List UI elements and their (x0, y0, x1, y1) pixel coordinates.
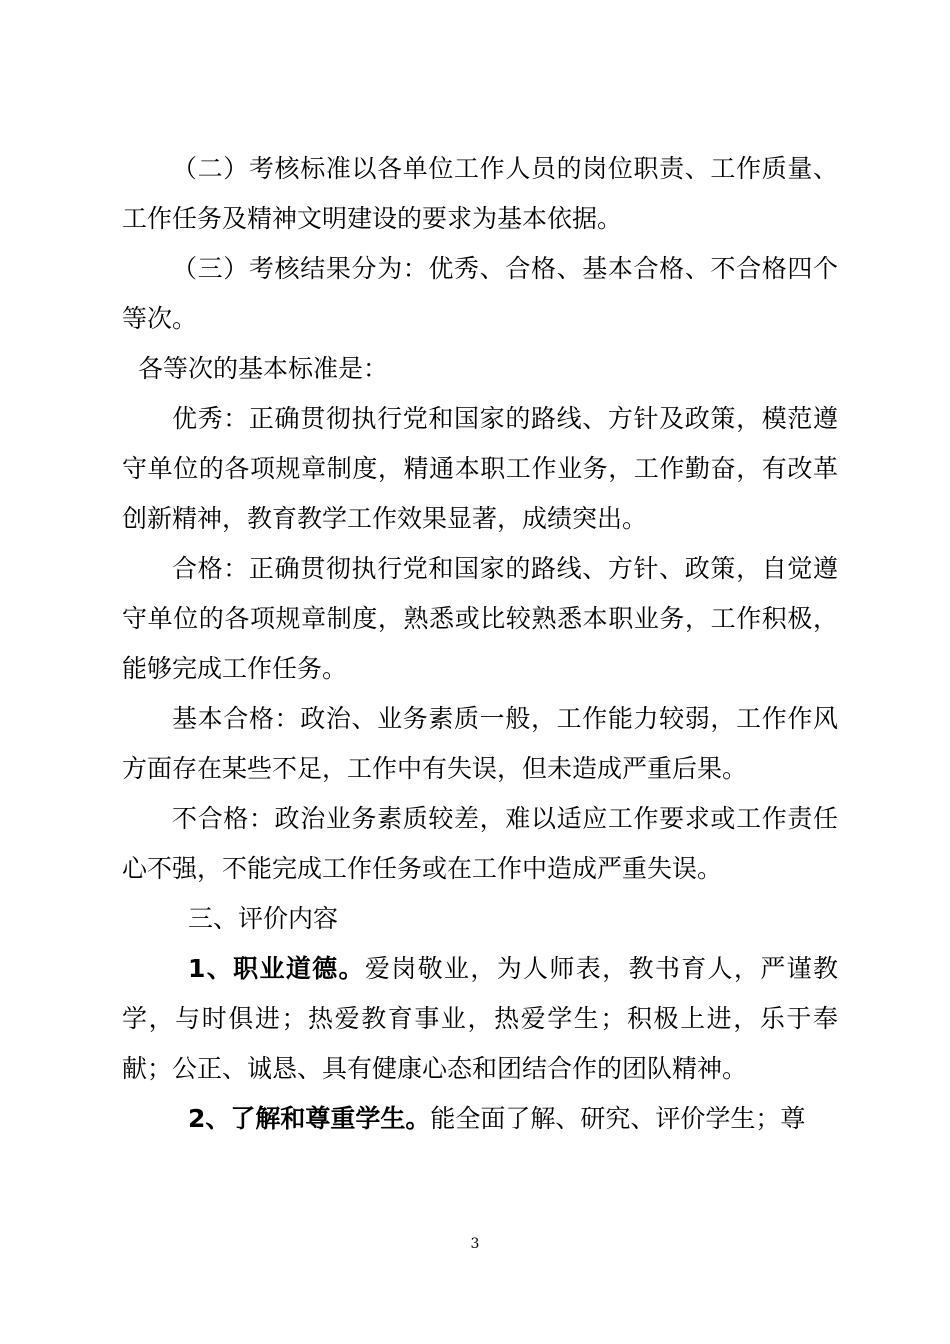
paragraph-professional-ethics (122, 944, 838, 1094)
paragraph-assessment-results: （三）考核结果分为：优秀、合格、基本合格、不合格四个等次。 (122, 254, 838, 333)
paragraph-assessment-standard: （二）考核标准以各单位工作人员的岗位职责、工作质量、工作任务及精神文明建设的要求为基本依据。 (122, 154, 838, 233)
paragraph-qualified: 合格：正确贯彻执行党和国家的路线、方针、政策，自觉遵守单位的各项规章制度，熟悉或比较熟悉本职业务，工作积极，能够完成工作任务。 (122, 554, 838, 683)
paragraph-excellent: 优秀：正确贯彻执行党和国家的路线、方针及政策，模范遵守单位的各项规章制度，精通本职工作业务，工作勤奋，有改革创新精神，教育教学工作效果显著，成绩突出。 (122, 404, 838, 533)
item-text-professional-ethics: 爱岗敬业，为人师表，教书育人，严谨教学，与时俱进；热爱教育事业，热爱学生；积极上进，乐于奉献；公正、诚恳、具有健康心态和团结合作的团队精神。 (122, 954, 838, 1083)
document-body (122, 144, 838, 1144)
section-heading-evaluation-content: 三、评价内容 (188, 904, 339, 933)
paragraph-unqualified: 不合格：政治业务素质较差，难以适应工作要求或工作责任心不强，不能完成工作任务或在工作中造成严重失误。 (122, 804, 838, 883)
item-text-understand-students: 能全面了解、研究、评价学生；尊 (430, 1104, 806, 1133)
item-heading-professional-ethics: 1、职业道德。 (188, 954, 365, 983)
paragraph-understand-students (122, 1094, 838, 1144)
paragraph-basically-qualified: 基本合格：政治、业务素质一般，工作能力较弱，工作作风方面存在某些不足，工作中有失误，但未造成严重后果。 (122, 704, 838, 783)
item-heading-understand-students: 2、了解和尊重学生。 (188, 1104, 431, 1133)
paragraph-grade-standards-intro: 各等次的基本标准是： (138, 354, 389, 383)
page-number: 3 (470, 1236, 480, 1252)
